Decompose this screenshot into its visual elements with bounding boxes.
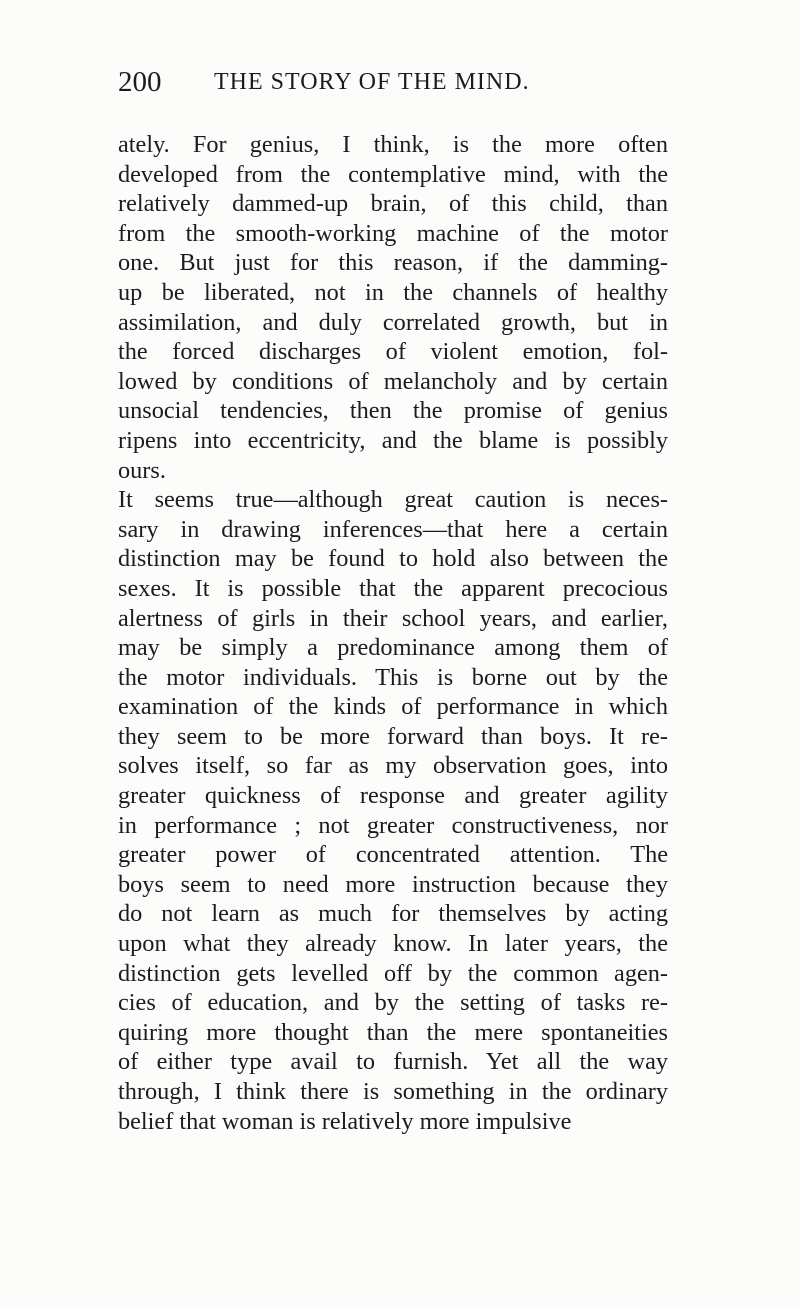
page-header bbox=[118, 62, 668, 102]
text-line: sary in drawing inferences—that here a certain bbox=[118, 515, 668, 543]
text-line: ripens into eccentricity, and the blame is possibly bbox=[118, 426, 668, 454]
text-line: from the smooth-working machine of the motor bbox=[118, 219, 668, 247]
text-line: unsocial tendencies, then the promise of genius bbox=[118, 397, 668, 425]
text-line: the forced discharges of violent emotion, fol- bbox=[118, 338, 668, 366]
text-line: in performance ; not greater constructiveness, nor bbox=[118, 811, 668, 839]
text-line: alertness of girls in their school years, and earlier, bbox=[118, 604, 668, 632]
text-line: ours. bbox=[118, 456, 166, 484]
text-line: boys seem to need more instruction because they bbox=[118, 870, 668, 898]
text-line: up be liberated, not in the channels of healthy bbox=[118, 278, 668, 306]
text-line: may be simply a predominance among them of bbox=[118, 634, 668, 662]
page-number: 200 bbox=[118, 66, 162, 98]
text-line: lowed by conditions of melancholy and by certain bbox=[118, 367, 668, 395]
text-line: of either type avail to furnish. Yet all the way bbox=[118, 1048, 668, 1076]
text-line: distinction may be found to hold also between the bbox=[118, 545, 668, 573]
text-line: do not learn as much for themselves by acting bbox=[118, 900, 668, 928]
text-line: belief that woman is relatively more impulsive bbox=[118, 1107, 572, 1135]
text-line: It seems true—although great caution is neces- bbox=[118, 486, 668, 514]
text-line: greater power of concentrated attention. The bbox=[118, 841, 668, 869]
text-line: through, I think there is something in the ordinary bbox=[118, 1078, 668, 1105]
text-line: quiring more thought than the mere spontaneities bbox=[118, 1018, 668, 1046]
text-line: ately. For genius, I think, is the more often bbox=[118, 131, 668, 158]
text-line: examination of the kinds of performance in which bbox=[118, 693, 668, 721]
text-line: cies of education, and by the setting of tasks re- bbox=[118, 989, 668, 1017]
text-line: developed from the contemplative mind, with the bbox=[118, 160, 668, 188]
body-text bbox=[118, 130, 668, 1136]
text-line: distinction gets levelled off by the common agen- bbox=[118, 959, 668, 987]
text-line: solves itself, so far as my observation goes, into bbox=[118, 752, 668, 780]
text-line: one. But just for this reason, if the damming- bbox=[118, 249, 668, 277]
text-line: relatively dammed-up brain, of this child, than bbox=[118, 190, 668, 218]
text-line: sexes. It is possible that the apparent precocious bbox=[118, 574, 668, 602]
text-line: they seem to be more forward than boys. It re- bbox=[118, 722, 668, 750]
text-line: greater quickness of response and greater agility bbox=[118, 782, 668, 810]
text-line: the motor individuals. This is borne out by the bbox=[118, 663, 668, 691]
text-line: assimilation, and duly correlated growth, but in bbox=[118, 308, 668, 336]
running-title: THE STORY OF THE MIND. bbox=[214, 69, 530, 95]
text-line: upon what they already know. In later years, the bbox=[118, 930, 668, 958]
